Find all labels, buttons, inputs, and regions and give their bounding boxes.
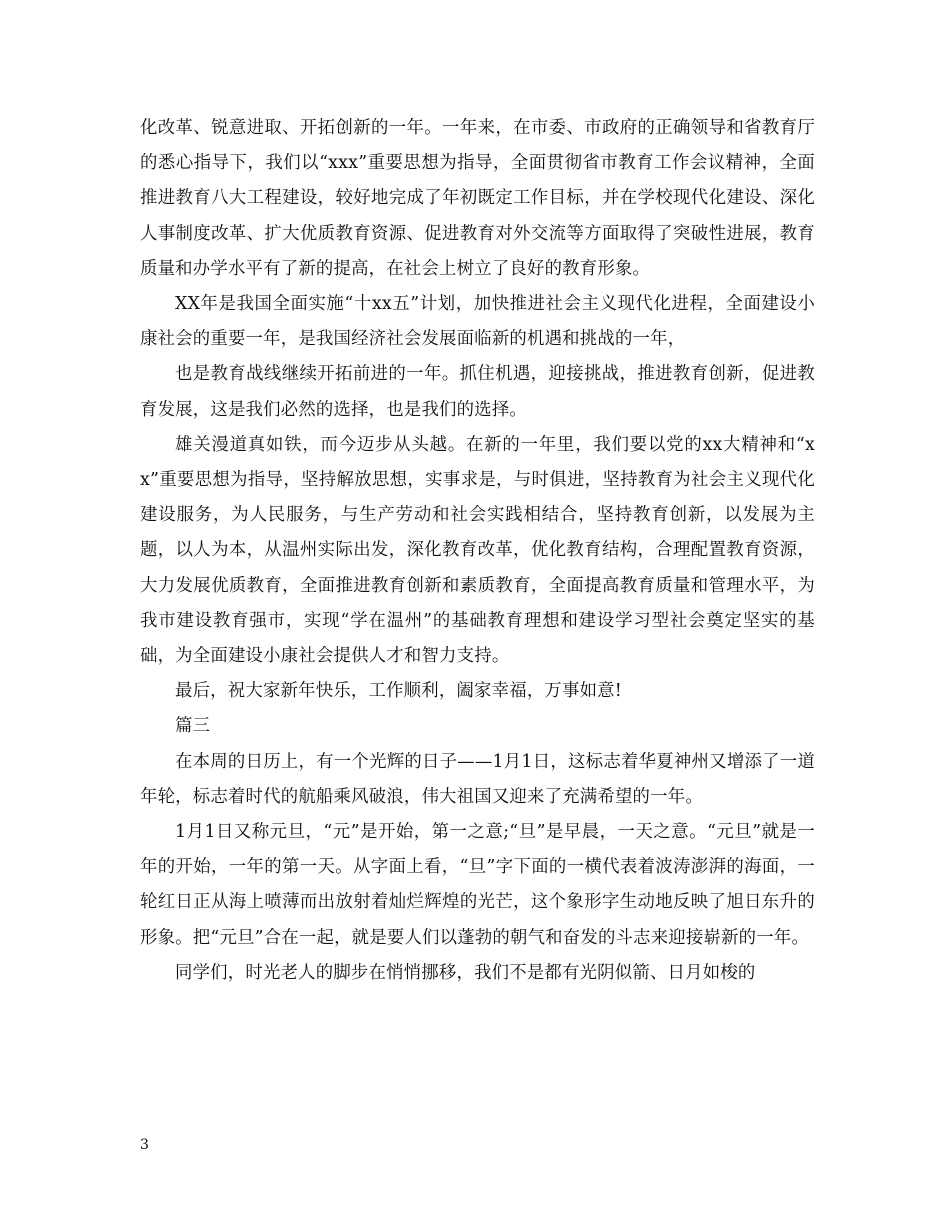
document-body: [140, 111, 815, 991]
page-number: 3: [140, 1137, 149, 1153]
paragraph-4: 雄关漫道真如铁，而今迈步从头越。在新的一年里，我们要以党的xx大精神和“xx”重要思想为指导，坚持解放思想，实事求是，与时俱进，坚持教育为社会主义现代化建设服务，为人民服务，与生产劳动和社会实践相结合，坚持教育创新，以发展为主题，以人为本，从温州实际出发，深化教育改革，优化教育结构，合理配置教育资源，大力发展优质教育，全面推进教育创新和素质教育，全面提高教育质量和管理水平，为我市建设教育强市，实现“学在温州”的基础教育理想和建设学习型社会奠定坚实的基础，为全面建设小康社会提供人才和智力支持。: [140, 434, 815, 667]
paragraph-5: 最后，祝大家新年快乐，工作顺利，阖家幸福，万事如意!: [175, 681, 622, 702]
paragraph-1: 化改革、锐意进取、开拓创新的一年。一年来，在市委、市政府的正确领导和省教育厅的悉心指导下，我们以“xxx”重要思想为指导，全面贯彻省市教育工作会议精神，全面推进教育八大工程建设，较好地完成了年初既定工作目标，并在学校现代化建设、深化人事制度改革、扩大优质教育资源、促进教育对外交流等方面取得了突破性进展，教育质量和办学水平有了新的提高，在社会上树立了良好的教育形象。: [140, 118, 815, 279]
paragraph-2: XX年是我国全面实施“十xx五”计划，加快推进社会主义现代化进程，全面建设小康社会的重要一年，是我国经济社会发展面临新的机遇和挑战的一年，: [140, 294, 815, 350]
paragraph-9: 同学们，时光老人的脚步在悄悄挪移，我们不是都有光阴似箭、日月如梭的: [175, 962, 756, 983]
paragraph-7: 在本周的日历上，有一个光辉的日子——1月1日，这标志着华夏神州又增添了一道年轮，标志着时代的航船乘风破浪，伟大祖国又迎来了充满希望的一年。: [140, 751, 815, 807]
paragraph-3: 也是教育战线继续开拓前进的一年。抓住机遇，迎接挑战，推进教育创新，促进教育发展，这是我们必然的选择，也是我们的选择。: [140, 364, 815, 420]
section-heading: 篇三: [175, 716, 211, 737]
paragraph-8: 1月1日又称元旦，“元”是开始，第一之意;“旦”是早晨，一天之意。“元旦”就是一年的开始，一年的第一天。从字面上看，“旦”字下面的一横代表着波涛澎湃的海面，一轮红日正从海上喷薄而出放射着灿烂辉煌的光芒，这个象形字生动地反映了旭日东升的形象。把“元旦”合在一起，就是要人们以蓬勃的朝气和奋发的斗志来迎接崭新的一年。: [140, 822, 815, 948]
